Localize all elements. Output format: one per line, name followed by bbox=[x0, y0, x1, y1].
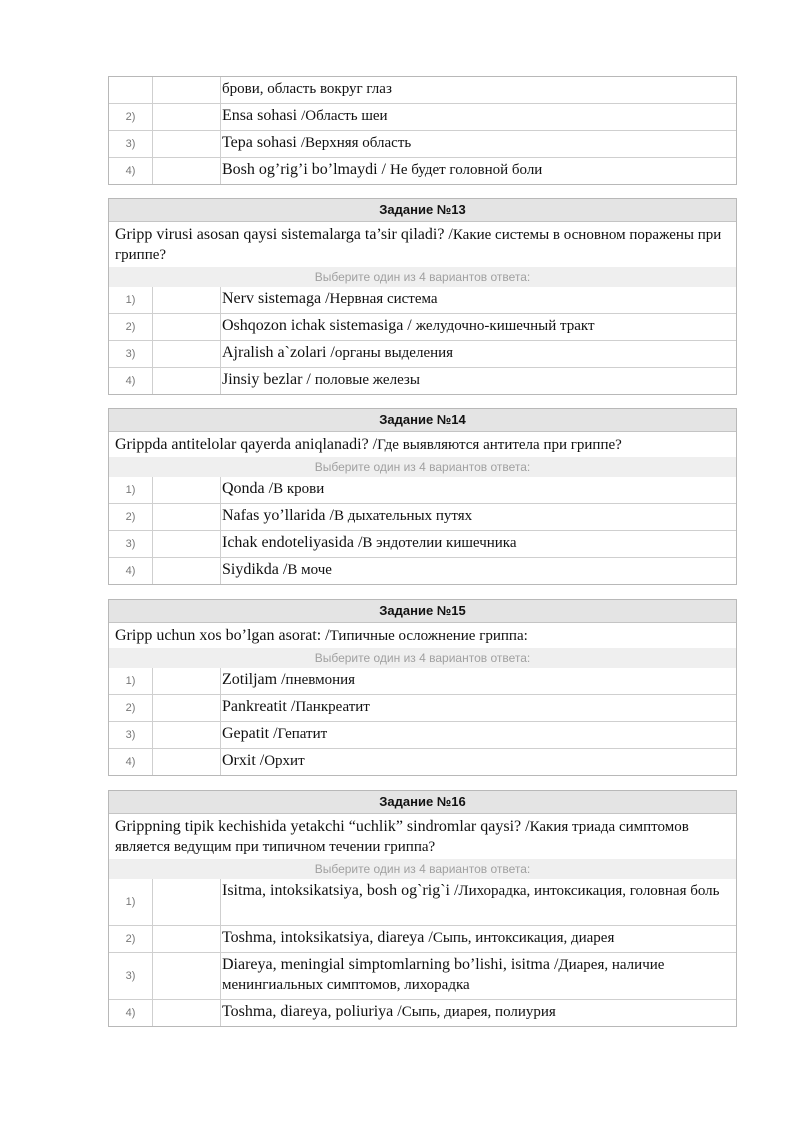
option-number: 3) bbox=[125, 348, 136, 360]
option-row bbox=[109, 530, 736, 557]
option-row bbox=[109, 999, 736, 1026]
answer-mark-cell[interactable] bbox=[152, 953, 221, 999]
option-row bbox=[109, 103, 736, 130]
option-list bbox=[109, 287, 736, 394]
option-number: 4) bbox=[125, 1007, 136, 1019]
option-number: 3) bbox=[125, 970, 136, 982]
option-text: Pankreatit /Панкреатит bbox=[222, 698, 370, 715]
option-text: Jinsiy bezlar / половые железы bbox=[222, 371, 420, 388]
answer-mark-cell[interactable] bbox=[152, 531, 221, 557]
option-row bbox=[109, 879, 736, 925]
option-row bbox=[109, 503, 736, 530]
option-row bbox=[109, 477, 736, 503]
option-list bbox=[109, 879, 736, 1026]
option-number: 2) bbox=[125, 511, 136, 523]
option-row bbox=[109, 557, 736, 584]
option-number: 1) bbox=[125, 484, 136, 496]
option-row bbox=[109, 287, 736, 313]
option-number: 2) bbox=[125, 321, 136, 333]
answer-mark-cell[interactable] bbox=[152, 695, 221, 721]
answer-mark-cell[interactable] bbox=[152, 722, 221, 748]
answer-mark-cell[interactable] bbox=[152, 558, 221, 584]
option-text: Oshqozon ichak sistemasiga / желудочно-кишечный тракт bbox=[222, 317, 595, 334]
instruction-text: Выберите один из 4 вариантов ответа: bbox=[109, 859, 736, 879]
option-row bbox=[109, 130, 736, 157]
option-number: 3) bbox=[125, 729, 136, 741]
option-row bbox=[109, 925, 736, 952]
answer-mark-cell[interactable] bbox=[152, 668, 221, 694]
option-number bbox=[109, 77, 152, 103]
option-text: Ajralish a`zolari /органы выделения bbox=[222, 344, 454, 361]
option-row bbox=[109, 694, 736, 721]
option-text: Orxit /Орхит bbox=[222, 752, 305, 769]
instruction-text: Выберите один из 4 вариантов ответа: bbox=[109, 267, 736, 287]
option-text: Bosh og’rig’i bo’lmaydi / Не будет головной боли bbox=[222, 161, 543, 178]
option-text: Siydikda /В моче bbox=[222, 561, 332, 578]
option-list bbox=[109, 477, 736, 584]
option-text: Toshma, diareya, poliuriya /Сыпь, диарея, полиурия bbox=[222, 1003, 556, 1020]
option-number: 2) bbox=[125, 933, 136, 945]
option-number: 2) bbox=[125, 111, 136, 123]
option-number: 4) bbox=[125, 565, 136, 577]
option-number: 3) bbox=[125, 538, 136, 550]
option-row bbox=[109, 748, 736, 775]
answer-mark-cell[interactable] bbox=[152, 749, 221, 775]
answer-mark-cell[interactable] bbox=[152, 368, 221, 394]
option-number: 4) bbox=[125, 375, 136, 387]
option-row bbox=[109, 77, 736, 103]
instruction-text: Выберите один из 4 вариантов ответа: bbox=[109, 457, 736, 477]
option-number: 1) bbox=[125, 294, 136, 306]
option-row bbox=[109, 157, 736, 184]
option-number: 1) bbox=[125, 896, 136, 908]
option-row bbox=[109, 952, 736, 999]
answer-mark-cell[interactable] bbox=[152, 314, 221, 340]
answer-mark-cell[interactable] bbox=[152, 104, 221, 130]
option-text: Nerv sistemaga /Нервная система bbox=[222, 290, 438, 307]
answer-mark-cell[interactable] bbox=[152, 926, 221, 952]
option-text: Ichak endoteliyasida /В эндотелии кишечника bbox=[222, 534, 517, 551]
answer-mark-cell[interactable] bbox=[152, 287, 221, 313]
option-text: Diareya, meningial simptomlarning bo’lishi, isitma /Диарея, наличие менингиальных симптомов, лихорадка bbox=[222, 956, 665, 993]
option-number: 2) bbox=[125, 702, 136, 714]
option-text: Qonda /В крови bbox=[222, 480, 325, 497]
task-header: Задание №14 bbox=[109, 409, 736, 432]
task-header: Задание №15 bbox=[109, 600, 736, 623]
option-number: 4) bbox=[125, 756, 136, 768]
task-15 bbox=[108, 599, 737, 776]
answer-mark-cell[interactable] bbox=[152, 879, 221, 925]
question-text: Grippda antitelolar qayerda aniqlanadi? /Где выявляются антитела при гриппе? bbox=[115, 436, 622, 453]
task-header: Задание №16 bbox=[109, 791, 736, 814]
answer-mark-cell[interactable] bbox=[152, 158, 221, 184]
question-text: Grippning tipik kechishida yetakchi “uchlik” sindromlar qaysi? /Какия триада симптомов является ведущим при типичном течении гриппа? bbox=[115, 818, 689, 855]
question-text: Gripp virusi asosan qaysi sistemalarga ta’sir qiladi? /Какие системы в основном поражены при гриппе? bbox=[115, 226, 722, 263]
answer-mark-cell[interactable] bbox=[152, 504, 221, 530]
option-number: 4) bbox=[125, 165, 136, 177]
option-row bbox=[109, 721, 736, 748]
task-header: Задание №13 bbox=[109, 199, 736, 222]
answer-mark-cell[interactable] bbox=[152, 1000, 221, 1026]
answer-mark-cell[interactable] bbox=[152, 131, 221, 157]
option-text: Isitma, intoksikatsiya, bosh og`rig`i /Лихорадка, интоксикация, головная боль bbox=[222, 882, 720, 899]
option-text: Zotiljam /пневмония bbox=[222, 671, 356, 688]
option-text: брови, область вокруг глаз bbox=[222, 81, 392, 97]
option-text: Gepatit /Гепатит bbox=[222, 725, 328, 742]
option-text: Toshma, intoksikatsiya, diareya /Сыпь, интоксикация, диарея bbox=[222, 929, 615, 946]
task-16 bbox=[108, 790, 737, 1027]
option-text: Ensa sohasi /Область шеи bbox=[222, 107, 388, 124]
option-row bbox=[109, 367, 736, 394]
task-14 bbox=[108, 408, 737, 585]
option-text: Nafas yo’llarida /В дыхательных путях bbox=[222, 507, 473, 524]
option-row bbox=[109, 340, 736, 367]
answer-mark-cell[interactable] bbox=[152, 77, 221, 103]
answer-mark-cell[interactable] bbox=[152, 477, 221, 503]
option-row bbox=[109, 668, 736, 694]
question-text: Gripp uchun xos bo’lgan asorat: /Типичные осложнение гриппа: bbox=[115, 627, 528, 644]
option-row bbox=[109, 313, 736, 340]
instruction-text: Выберите один из 4 вариантов ответа: bbox=[109, 648, 736, 668]
answer-mark-cell[interactable] bbox=[152, 341, 221, 367]
task-12-options-continued bbox=[108, 76, 737, 185]
option-number: 1) bbox=[125, 675, 136, 687]
task-13 bbox=[108, 198, 737, 395]
option-list bbox=[109, 668, 736, 775]
option-text: Tepa sohasi /Верхняя область bbox=[222, 134, 412, 151]
option-number: 3) bbox=[125, 138, 136, 150]
